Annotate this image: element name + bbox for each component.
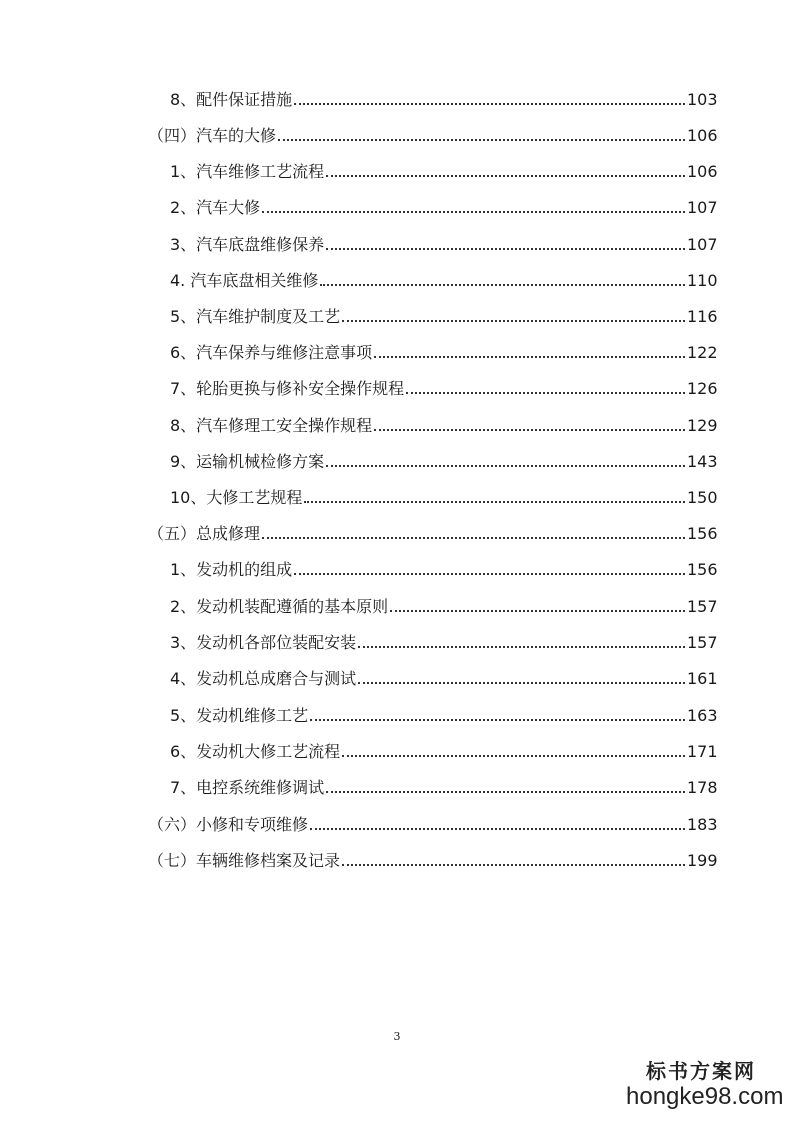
toc-entry[interactable]	[0, 625, 794, 653]
dot-leader	[342, 755, 685, 757]
toc-entry-page: 178	[687, 778, 718, 797]
toc-entry-page: 163	[687, 706, 718, 725]
toc-entry-page: 199	[687, 851, 718, 870]
toc-entry-page: 107	[687, 198, 718, 217]
toc-entry-page: 129	[687, 416, 718, 435]
toc-entry[interactable]	[0, 444, 794, 472]
toc-entry-label: 7、电控系统维修调试	[170, 778, 325, 797]
watermark-en: hongke98.com	[626, 1083, 784, 1110]
dot-leader	[358, 682, 685, 684]
toc-entry-page: 171	[687, 742, 718, 761]
toc-entry-label: 7、轮胎更换与修补安全操作规程	[170, 379, 405, 398]
dot-leader	[294, 103, 685, 105]
toc-entry-label: 6、汽车保养与维修注意事项	[170, 343, 373, 362]
toc-entry-page: 143	[687, 452, 718, 471]
toc-entry[interactable]	[0, 190, 794, 218]
dot-leader	[374, 429, 685, 431]
toc-entry-page: 107	[687, 235, 718, 254]
dot-leader	[294, 573, 685, 575]
toc-entry-label: 3、汽车底盘维修保养	[170, 235, 325, 254]
toc-entry-label: 5、汽车维护制度及工艺	[170, 307, 341, 326]
toc-entry-label: 5、发动机维修工艺	[170, 706, 309, 725]
toc-entry-page: 183	[687, 815, 718, 834]
dot-leader	[342, 320, 685, 322]
toc-entry[interactable]	[0, 480, 794, 508]
toc-entry-label: 1、汽车维修工艺流程	[170, 162, 325, 181]
toc-entry-label: 4. 汽车底盘相关维修	[170, 271, 319, 290]
toc-entry[interactable]	[0, 154, 794, 182]
toc-entry-page: 126	[687, 379, 718, 398]
dot-leader	[326, 465, 685, 467]
toc-entry-label: 4、发动机总成磨合与测试	[170, 669, 357, 688]
toc-entry-page: 106	[687, 162, 718, 181]
toc-entry-page: 110	[687, 271, 718, 290]
dot-leader	[310, 719, 685, 721]
watermark-logo	[626, 1055, 784, 1110]
toc-entry[interactable]	[0, 698, 794, 726]
toc-entry-label: （四）汽车的大修	[148, 126, 277, 145]
dot-leader	[326, 175, 685, 177]
toc-entry-page: 161	[687, 669, 718, 688]
toc-entry-label: 6、发动机大修工艺流程	[170, 742, 341, 761]
toc-entry-label: 8、汽车修理工安全操作规程	[170, 416, 373, 435]
toc-entry[interactable]	[0, 589, 794, 617]
dot-leader	[310, 828, 685, 830]
toc-entry[interactable]	[0, 335, 794, 363]
toc-entry-label: 8、配件保证措施	[170, 90, 293, 109]
toc-entry-label: 9、运输机械检修方案	[170, 452, 325, 471]
toc-entry-page: 156	[687, 560, 718, 579]
toc-entry[interactable]	[0, 82, 794, 110]
toc-entry[interactable]	[0, 516, 794, 544]
dot-leader	[374, 356, 685, 358]
toc-entry-page: 106	[687, 126, 718, 145]
dot-leader	[326, 248, 685, 250]
toc-entry[interactable]	[0, 408, 794, 436]
toc-entry[interactable]	[0, 770, 794, 798]
toc-entry[interactable]	[0, 371, 794, 399]
dot-leader	[326, 791, 685, 793]
toc-entry[interactable]	[0, 661, 794, 689]
toc-entry-label: （七）车辆维修档案及记录	[148, 851, 341, 870]
toc-entry-page: 103	[687, 90, 718, 109]
dot-leader	[278, 139, 685, 141]
dot-leader	[304, 501, 685, 503]
page-number: 3	[393, 1030, 401, 1043]
toc-entry-page: 116	[687, 307, 718, 326]
toc-entry-page: 157	[687, 597, 718, 616]
toc-entry-label: 3、发动机各部位装配安装	[170, 633, 357, 652]
toc-entry[interactable]	[0, 843, 794, 871]
toc-entry[interactable]	[0, 299, 794, 327]
toc-entry-label: 1、发动机的组成	[170, 560, 293, 579]
toc-entry[interactable]	[0, 807, 794, 835]
watermark-cn: 标书方案网	[646, 1059, 756, 1083]
toc-entry-label: 10、大修工艺规程	[170, 488, 303, 507]
toc-entry-label: （六）小修和专项维修	[148, 815, 309, 834]
dot-leader	[342, 864, 685, 866]
toc-entry[interactable]	[0, 227, 794, 255]
toc-entry[interactable]	[0, 263, 794, 291]
toc-entry-page: 156	[687, 524, 718, 543]
toc-entry-page: 122	[687, 343, 718, 362]
toc-entry[interactable]	[0, 734, 794, 762]
toc-entry-label: 2、发动机装配遵循的基本原则	[170, 597, 389, 616]
toc-entry[interactable]	[0, 118, 794, 146]
toc-entry-page: 150	[687, 488, 718, 507]
dot-leader	[406, 392, 685, 394]
toc-entry-page: 157	[687, 633, 718, 652]
dot-leader	[320, 284, 685, 286]
dot-leader	[390, 610, 685, 612]
dot-leader	[358, 646, 685, 648]
dot-leader	[262, 537, 685, 539]
dot-leader	[262, 211, 685, 213]
toc-entry[interactable]	[0, 552, 794, 580]
toc-entry-label: 2、汽车大修	[170, 198, 261, 217]
toc-entry-label: （五）总成修理	[148, 524, 261, 543]
